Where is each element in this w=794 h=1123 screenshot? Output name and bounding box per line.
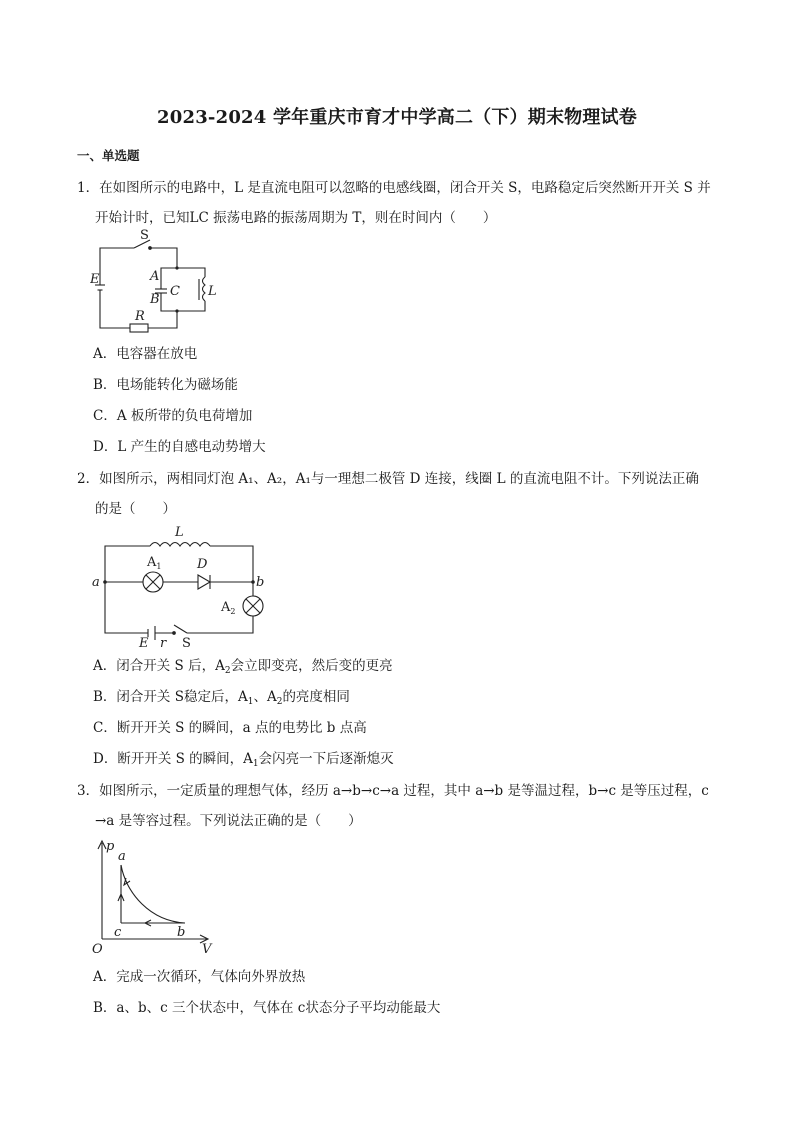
- section-heading: 一、单选题: [77, 148, 140, 163]
- internal-resistance-label: r: [160, 636, 167, 650]
- inductor-label: L: [208, 284, 217, 299]
- switch-label: S: [140, 228, 149, 243]
- circuit-diagram-diode: [90, 518, 270, 650]
- option-d[interactable]: D．断开开关 S 的瞬间，$A_1$会闪亮一下后逐渐熄灭: [93, 751, 394, 769]
- question-number: 2．: [77, 471, 100, 487]
- question-text-continued: →a 是等容过程。下列说法正确的是（ ）: [95, 813, 362, 829]
- lamp-a1-label: $A_1$: [147, 555, 162, 571]
- battery-label: E: [139, 636, 149, 650]
- diode-label: D: [197, 557, 208, 572]
- option-c[interactable]: C．断开开关 S 的瞬间，a 点的电势比 b 点高: [93, 720, 367, 736]
- option-b[interactable]: B．闭合开关 S稳定后，$A_1$、$A_2$的亮度相同: [93, 689, 350, 707]
- battery-label: E: [90, 272, 100, 287]
- option-a[interactable]: A．完成一次循环，气体向外界放热: [93, 969, 306, 985]
- question-text-continued: 开始计时，已知LC 振荡电路的振荡周期为 T，则在时间内（ ）: [95, 210, 497, 226]
- pv-diagram: [88, 835, 218, 957]
- lamp-a2-label: $A_2$: [221, 600, 236, 616]
- question-number: 3．: [77, 783, 100, 799]
- question-text: 在如图所示的电路中，L 是直流电阻可以忽略的电感线圈，闭合开关 S，电路稳定后突然断开开关 S 并: [99, 180, 711, 196]
- question-1: [77, 176, 711, 196]
- state-b-label: b: [177, 925, 186, 940]
- option-a[interactable]: A．电容器在放电: [93, 346, 198, 362]
- inductor-label: L: [175, 525, 184, 540]
- question-text: 如图所示，两相同灯泡 A₁、A₂，A₁与一理想二极管 D 连接，线圈 L 的直流电阻不计。下列说法正确: [99, 471, 699, 487]
- switch-label: S: [182, 636, 191, 650]
- question-number: 1．: [77, 180, 100, 196]
- page-title: 2023-2024 学年重庆市育才中学高二（下）期末物理试卷: [157, 107, 637, 128]
- plate-a-label: A: [150, 269, 160, 284]
- circuit-diagram-lc: [90, 228, 220, 338]
- option-c[interactable]: C．A 板所带的负电荷增加: [93, 408, 253, 424]
- option-d[interactable]: D．L 产生的自感电动势增大: [93, 439, 266, 455]
- resistor-label: R: [135, 309, 145, 324]
- state-a-label: a: [118, 849, 126, 864]
- question-3: [77, 779, 709, 799]
- state-c-label: c: [114, 925, 122, 940]
- option-a[interactable]: A．闭合开关 S 后，$A_2$会立即变亮，然后变的更亮: [93, 658, 393, 676]
- option-b[interactable]: B．a、b、c 三个状态中，气体在 c状态分子平均动能最大: [93, 1000, 441, 1016]
- question-2: [77, 467, 699, 487]
- plate-b-label: B: [150, 292, 160, 307]
- question-text: 如图所示，一定质量的理想气体，经历 a→b→c→a 过程，其中 a→b 是等温过程，b→c 是等压过程，c: [99, 783, 709, 799]
- axis-p-label: p: [106, 839, 115, 854]
- node-b-label: b: [256, 575, 265, 590]
- question-text-continued: 的是（ ）: [95, 501, 176, 517]
- option-b[interactable]: B．电场能转化为磁场能: [93, 377, 238, 393]
- node-a-label: a: [92, 575, 100, 590]
- capacitor-label: C: [170, 284, 180, 299]
- axis-v-label: V: [202, 942, 212, 957]
- origin-label: O: [92, 942, 103, 957]
